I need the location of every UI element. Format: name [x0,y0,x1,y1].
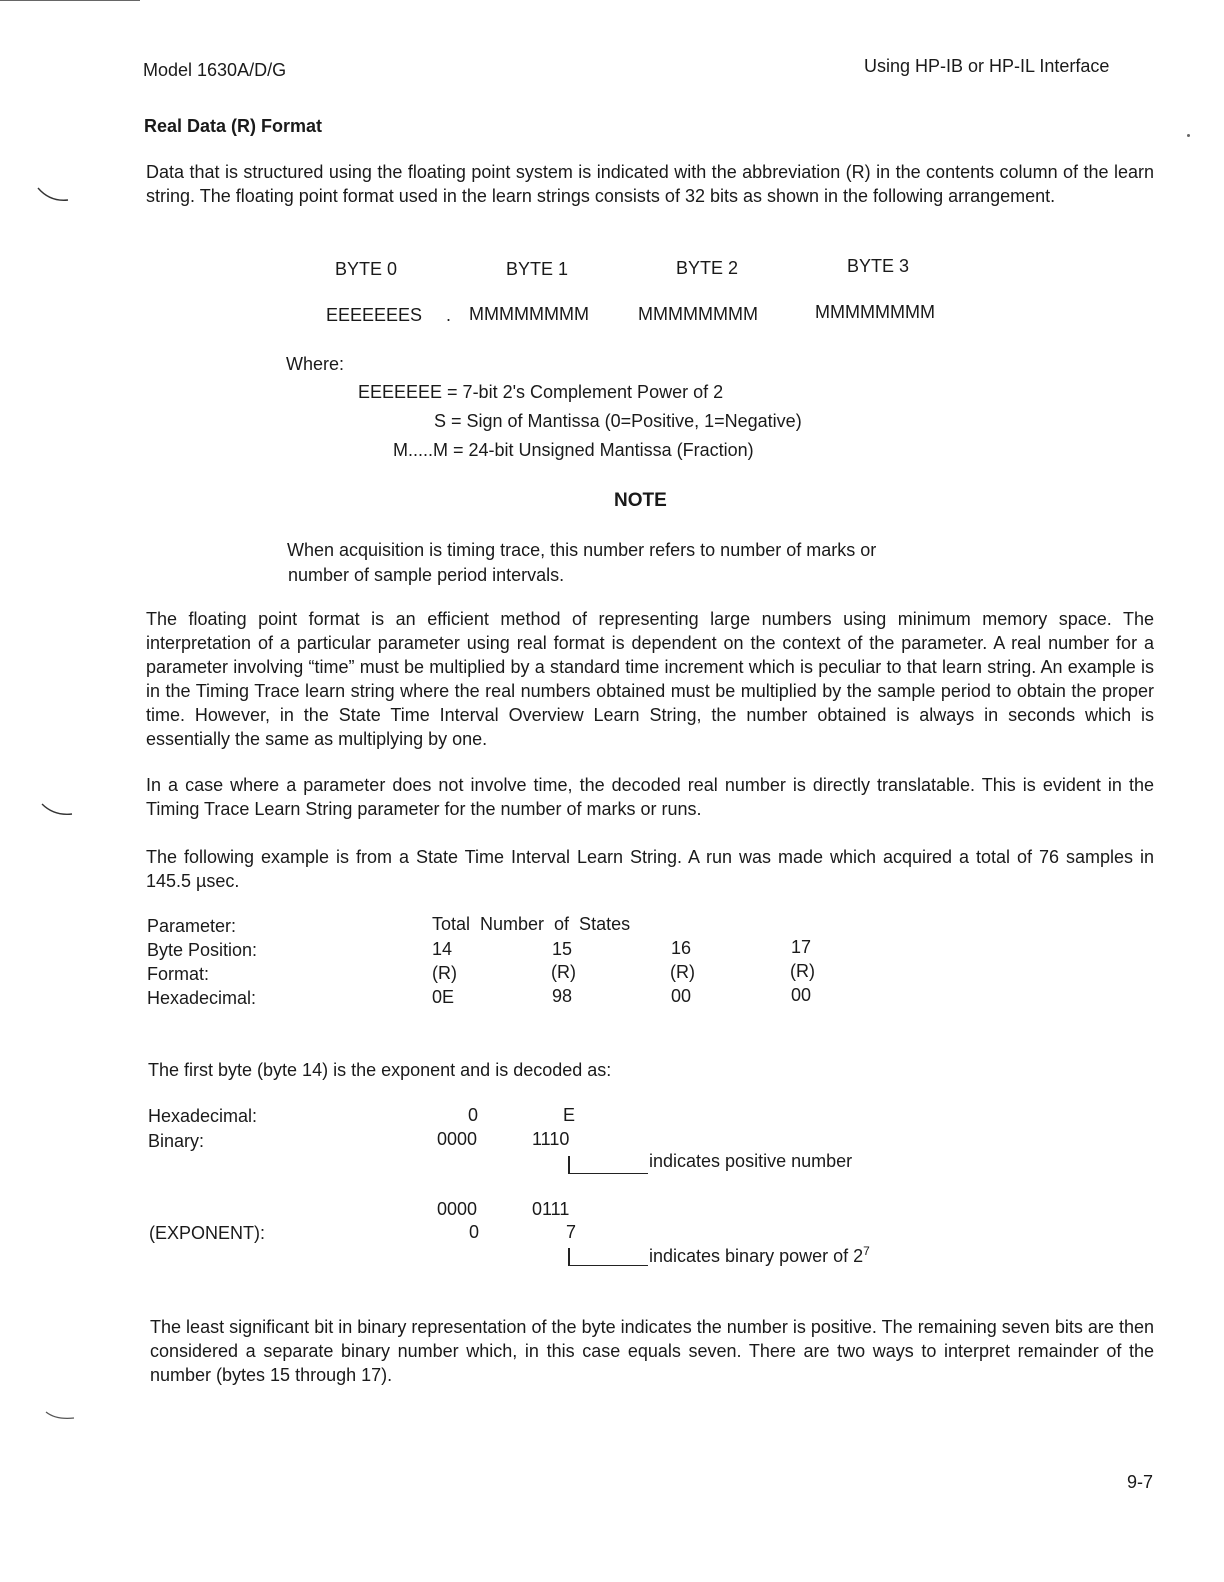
byte-1-bits: MMMMMMMM [469,304,589,324]
paragraph-lsb: The least significant bit in binary representation of the byte indicates the number is positive. The remaining seven bits are then considered a separate binary number which, in this case equals seven. There are two ways to interpret remainder of the number (bytes 15 through 17). [150,1317,1154,1385]
byte-1-header: BYTE 1 [506,259,569,279]
note-line-2: number of sample period intervals. [288,565,565,585]
byte-2-bits: MMMMMMMM [638,304,758,324]
table-hex-14: 0E [432,987,455,1007]
byte-3-header: BYTE 3 [847,256,910,276]
intro-paragraph: Data that is structured using the floating point system is indicated with the abbreviation (R) in the contents column of the learn string. The floating point format used in the learn strings consists of 32 bits as shown in the following arrangement. [146,162,1154,206]
shifted-high: 0000 [437,1199,478,1219]
decode-binary-label: Binary: [148,1131,205,1151]
exponent-low: 7 [566,1222,577,1242]
margin-mark [44,1410,78,1424]
note-line-1: When acquisition is timing trace, this number refers to number of marks or [287,540,877,560]
paragraph-no-time: In a case where a parameter does not involve time, the decoded real number is directly translatable. This is evident in the Timing Trace Learn String parameter for the number of marks or runs. [146,775,1154,819]
table-byte-17: 17 [791,937,812,957]
paragraph-floating-point: The floating point format is an efficient method of representing large numbers using minimum memory space. The interpretation of a particular parameter using real format is dependent on the context of the parameter. A real number for a parameter involving “time” must be multiplied by a standard time increment which is peculiar to that learn string. An example is in the Timing Trace learn string where the real numbers obtained must be multiplied by the sample period to obtain the proper time. However, in the State Time Interval Overview Learn String, the number obtained is always in seconds which is essentially the same as multiplying by one. [146,609,1154,749]
where-exponent-def: EEEEEEE = 7-bit 2's Complement Power of 2 [358,382,724,402]
power-note-exponent: 7 [863,1244,870,1258]
table-byte-16: 16 [671,938,692,958]
decode-hex-high: 0 [468,1105,479,1125]
byte-3-bits: MMMMMMMM [815,302,935,322]
exponent-high: 0 [469,1222,480,1242]
sign-bit-pointer [568,1156,570,1174]
note-title: NOTE [614,490,667,511]
table-hex-15: 98 [552,986,573,1006]
table-byte-15: 15 [552,939,573,959]
section-title: Real Data (R) Format [144,116,323,136]
table-format-14: (R) [432,963,457,983]
byte-0-bits: EEEEEEES [326,305,423,325]
decode-binary-low: 1110 [532,1129,570,1149]
byte-2-header: BYTE 2 [676,258,739,278]
table-label-format: Format: [147,964,210,984]
table-format-17: (R) [790,961,815,981]
speck [1187,134,1190,137]
table-hex-16: 00 [671,986,692,1006]
byte-0-header: BYTE 0 [335,259,398,279]
sign-note: indicates positive number [649,1151,853,1171]
power-pointer-line [568,1265,648,1266]
table-label-parameter: Parameter: [147,916,237,936]
decode-hex-low: E [563,1105,576,1125]
where-mantissa-def: M.....M = 24-bit Unsigned Mantissa (Fraction) [393,440,754,460]
header-interface: Using HP-IB or HP-IL Interface [864,56,1110,76]
power-note [649,1244,870,1267]
margin-mark [40,802,74,818]
table-label-hexadecimal: Hexadecimal: [147,988,257,1008]
decode-binary-high: 0000 [437,1129,478,1149]
decode-hex-label: Hexadecimal: [148,1106,258,1126]
binary-point: . [446,305,452,325]
page-number: 9-7 [1127,1472,1154,1492]
sign-bit-pointer-line [568,1173,648,1174]
exponent-intro: The first byte (byte 14) is the exponent and is decoded as: [148,1060,612,1080]
where-sign-def: S = Sign of Mantissa (0=Positive, 1=Negative) [434,411,802,431]
table-label-byte-position: Byte Position: [147,940,258,960]
shifted-low: 0111 [532,1199,570,1219]
header-model: Model 1630A/D/G [143,60,287,80]
top-rule [0,0,140,1]
paragraph-example-intro: The following example is from a State Time Interval Learn String. A run was made which acquired a total of 76 samples in 145.5 µsec. [146,847,1154,891]
power-pointer [568,1248,570,1266]
table-format-15: (R) [551,962,576,982]
where-label: Where: [286,354,345,374]
exponent-label: (EXPONENT): [149,1223,266,1243]
power-note-text: indicates binary power of 2 [649,1246,864,1266]
margin-mark [36,186,70,204]
table-parameter-value: Total Number of States [432,914,631,934]
table-hex-17: 00 [791,985,812,1005]
table-format-16: (R) [670,962,695,982]
table-byte-14: 14 [432,939,453,959]
